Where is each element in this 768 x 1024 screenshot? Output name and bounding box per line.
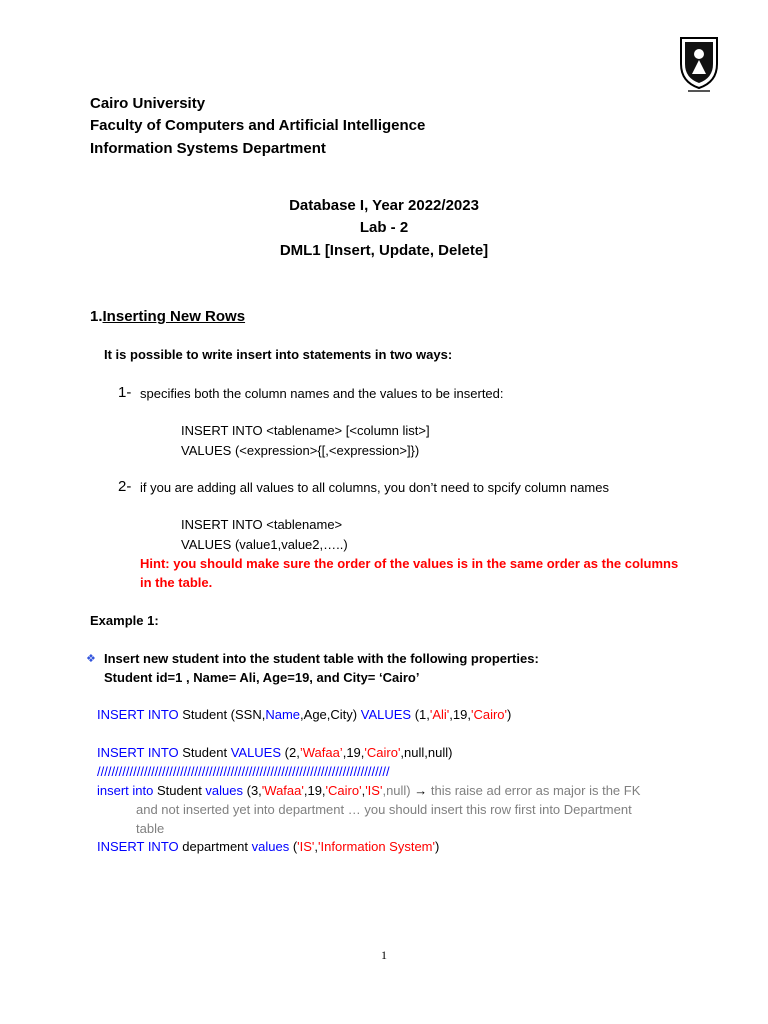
way2-code-line2: VALUES (value1,value2,…..) <box>181 537 348 552</box>
lab-title: Lab - 2 <box>359 219 409 236</box>
way1-code-line1: INSERT INTO <tablename> [<column list>] <box>181 423 430 438</box>
example-label: Example 1: <box>90 613 159 628</box>
example-bullet-line1: Insert new student into the student table with the following properties: <box>104 651 539 666</box>
way1-number: 1- <box>118 384 132 401</box>
way2-text: if you are adding all values to all columns, you don’t need to spcify column names <box>140 480 609 495</box>
section-heading <box>90 308 245 325</box>
section-title: Inserting New Rows <box>102 308 246 325</box>
way2-code-line1: INSERT INTO <tablename> <box>181 517 343 532</box>
error-comment-line3: table <box>136 821 165 836</box>
sql-insert-line2: INSERT INTO Student VALUES (2,’Wafaa’,19,'Cairo',null,null) <box>97 745 453 760</box>
sql-insert-line1: INSERT INTO Student (SSN,Name,Age,City) VALUES (1,'Ali',19,'Cairo') <box>97 707 512 722</box>
error-comment-line2: and not inserted yet into department … you should insert this row first into Department <box>136 802 632 817</box>
university-name: Cairo University <box>90 95 206 112</box>
course-title: Database I, Year 2022/2023 <box>289 197 479 214</box>
sql-insert-line4: INSERT INTO department values ('IS','Information System') <box>97 839 440 854</box>
example-bullet-line2: Student id=1 , Name= Ali, Age=19, and City= ‘Cairo’ <box>104 670 420 685</box>
arrow-icon: → <box>414 783 428 798</box>
topic-title: DML1 [Insert, Update, Delete] <box>279 242 489 259</box>
section-intro: It is possible to write insert into statements in two ways: <box>104 347 453 362</box>
hint-line1: Hint: you should make sure the order of the values is in the same order as the columns <box>140 556 679 571</box>
sql-insert-line3: insert into Student values (3,'Wafaa',19,'Cairo','IS',null) → this raise ad error as major is the FK <box>97 783 641 798</box>
diamond-bullet-icon: ❖ <box>86 653 96 665</box>
hint-line2: in the table. <box>140 575 213 590</box>
way2-number: 2- <box>118 478 132 495</box>
comment-separator: ///////////////////////////////////////////////////////////////////////////////// <box>97 764 390 779</box>
page-number: 1 <box>381 948 387 962</box>
department-name: Information Systems Department <box>90 140 326 157</box>
university-logo <box>678 34 720 94</box>
way1-text: specifies both the column names and the values to be inserted: <box>140 386 504 401</box>
way1-code-line2: VALUES (<expression>{[,<expression>]}) <box>181 443 420 458</box>
faculty-name: Faculty of Computers and Artificial Intelligence <box>90 117 426 134</box>
section-number: 1. <box>90 308 103 325</box>
